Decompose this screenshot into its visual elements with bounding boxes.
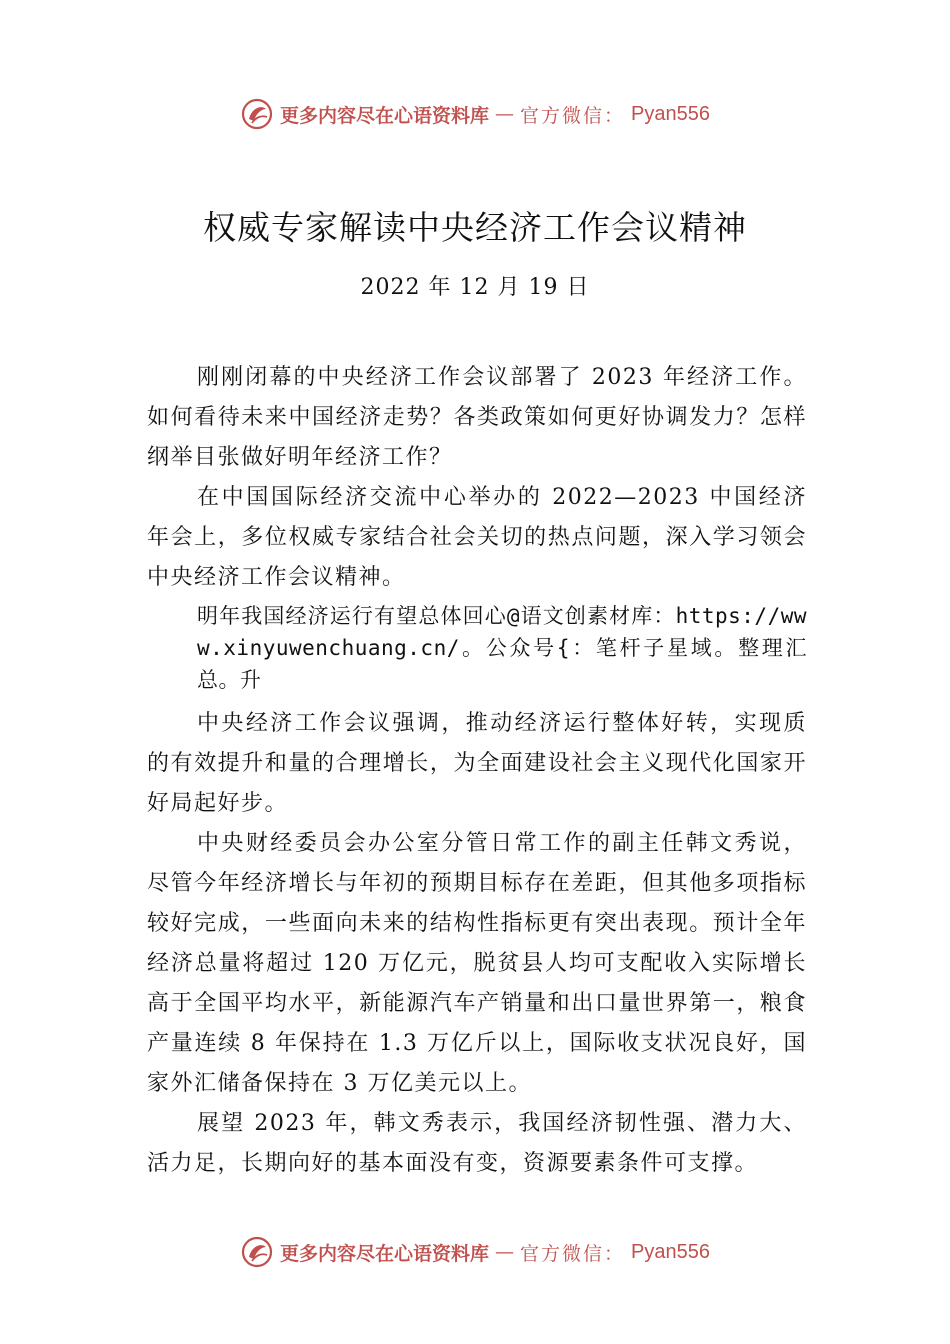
paragraph-source-note: 明年我国经济运行有望总体回心@语文创素材库：https://www.xinyuwenchuang.cn/。公众号{：笔杆子星域。整理汇总。升 bbox=[197, 604, 807, 692]
paragraph: 在中国国际经济交流中心举办的 2022—2023 中国经济年会上，多位权威专家结合社会关切的热点问题，深入学习领会中央经济工作会议精神。 bbox=[147, 485, 807, 590]
document-date: 2022 年 12 月 19 日 bbox=[360, 275, 590, 300]
swirl-logo-icon bbox=[240, 97, 274, 131]
paragraph: 刚刚闭幕的中央经济工作会议部署了 2023 年经济工作。如何看待未来中国经济走势？各类政策如何更好协调发力？怎样纲举目张做好明年经济工作？ bbox=[147, 365, 807, 470]
header-watermark bbox=[0, 94, 950, 134]
document-title: 权威专家解读中央经济工作会议精神 bbox=[203, 208, 747, 247]
watermark-text: 更多内容尽在心语资料库 bbox=[280, 1242, 490, 1265]
watermark-label: 官方微信： bbox=[520, 1242, 626, 1265]
document-body bbox=[147, 358, 807, 1184]
paragraph: 中央财经委员会办公室分管日常工作的副主任韩文秀说，尽管今年经济增长与年初的预期目标存在差距，但其他多项指标较好完成，一些面向未来的结构性指标更有突出表现。预计全年经济总量将超过 120 万亿元，脱贫县人均可支配收入实际增长高于全国平均水平，新能源汽车产销量和出口量世界第一，粮食产量连续 8 年保持在 1.3 万亿斤以上，国际收支状况良好，国家外汇储备保持在 3 万亿美元以上。 bbox=[147, 831, 807, 1096]
footer-watermark bbox=[0, 1232, 950, 1272]
watermark-id: Pyan556 bbox=[631, 1240, 710, 1263]
paragraph: 展望 2023 年，韩文秀表示，我国经济韧性强、潜力大、活力足，长期向好的基本面没有变，资源要素条件可支撑。 bbox=[147, 1111, 807, 1176]
watermark-text: 更多内容尽在心语资料库 bbox=[280, 104, 490, 127]
paragraph: 中央经济工作会议强调，推动经济运行整体好转，实现质的有效提升和量的合理增长，为全面建设社会主义现代化国家开好局起好步。 bbox=[147, 711, 807, 816]
watermark-separator: — bbox=[495, 1241, 515, 1263]
watermark-separator: — bbox=[495, 103, 515, 125]
watermark-label: 官方微信： bbox=[520, 104, 626, 127]
watermark-id: Pyan556 bbox=[631, 102, 710, 125]
swirl-logo-icon bbox=[240, 1235, 274, 1269]
